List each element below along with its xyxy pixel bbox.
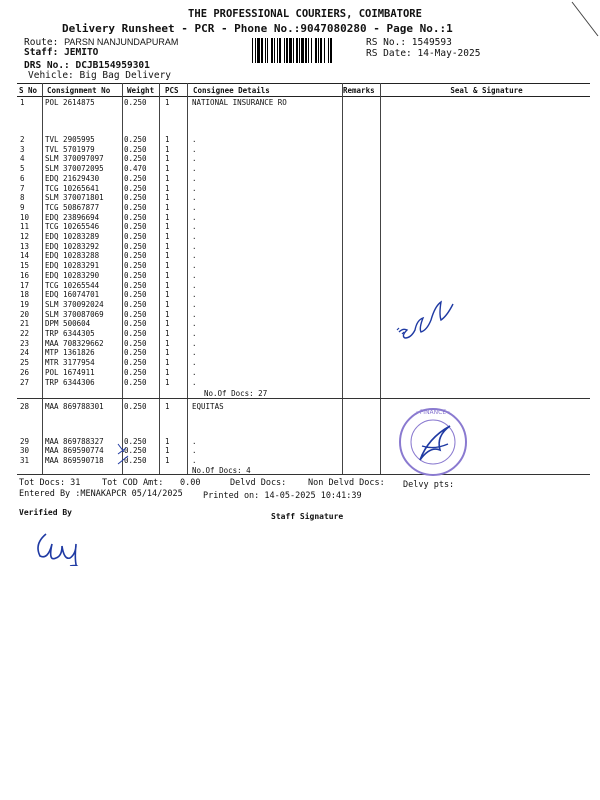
cell-consignment: EDQ 16074701 — [45, 290, 100, 300]
cell-sno: 23 — [20, 338, 30, 348]
table-row — [0, 261, 600, 271]
barcode-bar — [318, 38, 319, 63]
table-row — [0, 329, 600, 339]
cell-consignment: EDQ 10283291 — [45, 261, 100, 271]
table-row — [0, 174, 600, 184]
cell-sno: 10 — [20, 212, 30, 222]
cell-consignee-dot: . — [192, 164, 197, 174]
barcode-bar — [289, 38, 292, 63]
col-pcs: PCS — [163, 84, 191, 97]
cell-sno: 24 — [20, 348, 30, 358]
cell-consignment: SLM 370092024 — [45, 299, 104, 309]
cell-pcs: 1 — [165, 280, 170, 290]
staff-value: JEMITO — [64, 47, 99, 58]
cell-consignment: EDQ 23896694 — [45, 212, 100, 222]
cell-consignee-dot: . — [192, 241, 197, 251]
cell-consignment: POL 1674911 — [45, 367, 95, 377]
barcode-bar — [320, 38, 322, 63]
cell-weight: 0.250 — [124, 367, 147, 377]
company-name: THE PROFESSIONAL COURIERS, COIMBATORE — [188, 8, 422, 20]
barcode-bar — [299, 38, 300, 63]
cell-sno: 5 — [20, 164, 25, 174]
cell-consignment: MTR 3177954 — [45, 358, 95, 368]
cell-consignment: TVL 2905995 — [45, 135, 95, 144]
barcode-bar — [265, 38, 266, 63]
cell-consignee-dot: . — [192, 270, 197, 280]
rs-no-label: RS No.: — [366, 37, 407, 48]
cell-pcs: 1 — [165, 338, 170, 348]
cell-consignment: MAA 869590718 — [45, 455, 104, 465]
cell-consignment: MAA 869788327 — [45, 437, 104, 446]
staff-label: Staff: — [24, 47, 59, 58]
cell-pcs: 1 — [165, 98, 170, 107]
cell-weight: 0.250 — [124, 183, 147, 193]
barcode-bar — [252, 38, 253, 63]
pen-mark — [570, 0, 600, 40]
cell-weight: 0.250 — [124, 290, 147, 300]
rs-date-label: RS Date: — [366, 48, 412, 59]
cell-consignment: TVL 5701979 — [45, 144, 95, 154]
barcode-bar — [255, 38, 256, 63]
cell-consignment: SLM 370097097 — [45, 154, 104, 164]
barcode-bar — [330, 38, 332, 63]
cell-weight: 0.250 — [124, 455, 147, 465]
cell-consignee-dot: . — [192, 144, 197, 154]
verified-by-label: Verified By — [19, 508, 72, 517]
table-row — [0, 98, 600, 108]
barcode-bar — [296, 38, 298, 63]
drs-value: DCJB154959301 — [75, 60, 150, 71]
runsheet-table — [17, 83, 590, 97]
table-row — [0, 456, 600, 466]
barcode-bar — [301, 38, 304, 63]
delivered-docs: Delvd Docs: — [230, 478, 287, 488]
cell-consignee-dot: . — [192, 290, 197, 300]
cell-sno: 14 — [20, 251, 30, 261]
cell-weight: 0.250 — [124, 319, 147, 329]
cell-sno: 27 — [20, 377, 30, 387]
col-weight: Weight — [125, 84, 163, 97]
cell-sno: 21 — [20, 319, 30, 329]
cell-pcs: 1 — [165, 348, 170, 358]
cell-sno: 13 — [20, 241, 30, 251]
group-divider — [17, 398, 590, 399]
col-consignment: Consignment No — [45, 84, 125, 97]
cell-consignee-dot: . — [192, 135, 197, 144]
cell-weight: 0.250 — [124, 446, 147, 456]
cell-weight: 0.250 — [124, 348, 147, 358]
cell-sno: 8 — [20, 193, 25, 203]
table-row — [0, 193, 600, 203]
table-row — [0, 251, 600, 261]
cell-pcs: 1 — [165, 402, 170, 411]
cell-sno: 31 — [20, 455, 30, 465]
cell-weight: 0.470 — [124, 164, 147, 174]
table-row — [0, 222, 600, 232]
rs-no-line — [366, 37, 452, 48]
cell-weight: 0.250 — [124, 280, 147, 290]
staff-line — [24, 47, 98, 58]
cell-pcs: 1 — [165, 222, 170, 232]
cell-consignee-dot: . — [192, 338, 197, 348]
cell-consignee-dot: . — [192, 319, 197, 329]
cell-consignment: EDQ 21629430 — [45, 173, 100, 183]
barcode-bar — [315, 38, 317, 63]
cell-consignment: SLM 370087069 — [45, 309, 104, 319]
cell-consignee-dot: . — [192, 280, 197, 290]
barcode-bar — [267, 38, 268, 63]
cell-pcs: 1 — [165, 377, 170, 387]
col-sno: S No — [17, 84, 45, 97]
table-row — [0, 290, 600, 300]
cell-pcs: 1 — [165, 183, 170, 193]
cell-consignment: EDQ 10283292 — [45, 241, 100, 251]
cell-pcs: 1 — [165, 144, 170, 154]
table-row — [0, 310, 600, 320]
cell-pcs: 1 — [165, 251, 170, 261]
cell-consignee-dot: . — [192, 455, 197, 465]
vehicle-label: Vehicle: — [28, 70, 74, 81]
cell-sno: 26 — [20, 367, 30, 377]
group2-doc-count: No.Of Docs: 4 — [192, 466, 251, 475]
cell-weight: 0.250 — [124, 338, 147, 348]
cell-weight: 0.250 — [124, 241, 147, 251]
table-row — [0, 300, 600, 310]
cell-consignee-dot: . — [192, 183, 197, 193]
barcode-bar — [305, 38, 307, 63]
group1-doc-count: No.Of Docs: 27 — [204, 389, 268, 398]
cell-sno: 30 — [20, 446, 30, 456]
cell-pcs: 1 — [165, 193, 170, 203]
cell-pcs: 1 — [165, 290, 170, 300]
total-cod-label: Tot COD Amt: — [102, 478, 164, 488]
cell-pcs: 1 — [165, 241, 170, 251]
cell-sno: 16 — [20, 270, 30, 280]
svg-text:· FINANCE ·: · FINANCE · — [416, 409, 450, 416]
table-row — [0, 378, 600, 388]
cell-consignee-dot: . — [192, 261, 197, 271]
cell-pcs: 1 — [165, 270, 170, 280]
cell-consignment: TCG 10265546 — [45, 222, 100, 232]
cell-pcs: 1 — [165, 299, 170, 309]
cell-sno: 12 — [20, 232, 30, 241]
cell-pcs: 1 — [165, 173, 170, 183]
barcode-image — [252, 38, 358, 63]
non-delivered-docs: Non Delvd Docs: — [308, 478, 385, 488]
cell-consignee-dot: . — [192, 193, 197, 203]
cell-weight: 0.250 — [124, 173, 147, 183]
cell-pcs: 1 — [165, 164, 170, 174]
cell-sno: 1 — [20, 98, 25, 107]
cell-pcs: 1 — [165, 212, 170, 222]
cell-weight: 0.250 — [124, 251, 147, 261]
cell-pcs: 1 — [165, 367, 170, 377]
cell-weight: 0.250 — [124, 299, 147, 309]
cell-consignee-dot: . — [192, 222, 197, 232]
table-bottom-line — [17, 474, 590, 475]
barcode-bar — [277, 38, 278, 63]
cell-consignment: MAA 869788301 — [45, 402, 104, 411]
rs-date-value: 14-May-2025 — [417, 48, 481, 59]
cell-sno: 22 — [20, 329, 30, 338]
cell-weight: 0.250 — [124, 202, 147, 212]
vehicle-line — [28, 70, 171, 81]
cell-pcs: 1 — [165, 135, 170, 144]
barcode-bar — [328, 38, 329, 63]
staff-signature-label: Staff Signature — [271, 512, 344, 521]
barcode-bar — [293, 38, 294, 63]
cell-weight: 0.250 — [124, 193, 147, 203]
cell-sno: 18 — [20, 290, 30, 300]
cell-consignee-dot: . — [192, 348, 197, 358]
cell-consignment: TCG 10265544 — [45, 280, 100, 290]
table-row — [0, 203, 600, 213]
col-consignee: Consignee Details — [191, 84, 341, 97]
cell-consignee-dot: . — [192, 299, 197, 309]
printed-on: Printed on: 14-05-2025 10:41:39 — [203, 491, 362, 501]
cell-pcs: 1 — [165, 309, 170, 319]
cell-pcs: 1 — [165, 455, 170, 465]
cell-consignee: NATIONAL INSURANCE RO — [192, 98, 287, 107]
cell-consignment: MAA 708329662 — [45, 338, 104, 348]
cell-consignment: EDQ 10283288 — [45, 251, 100, 261]
cell-consignee-dot: . — [192, 309, 197, 319]
total-cod-value: 0.00 — [180, 478, 201, 488]
table-row — [0, 164, 600, 174]
cell-consignee-dot: . — [192, 232, 197, 241]
table-row — [0, 271, 600, 281]
cell-consignee-dot: . — [192, 437, 197, 446]
delivery-points: Delvy pts: — [403, 480, 455, 490]
cell-consignment: TCG 50867877 — [45, 202, 100, 212]
cell-pcs: 1 — [165, 154, 170, 164]
cell-weight: 0.250 — [124, 212, 147, 222]
cell-consignment: TRP 6344306 — [45, 377, 95, 387]
cell-pcs: 1 — [165, 319, 170, 329]
table-row — [0, 402, 600, 412]
cell-sno: 7 — [20, 183, 25, 193]
cell-weight: 0.250 — [124, 270, 147, 280]
vehicle-value: Big Bag Delivery — [79, 70, 172, 81]
barcode-bar — [324, 38, 325, 63]
cell-weight: 0.250 — [124, 222, 147, 232]
cell-consignment: SLM 370072095 — [45, 164, 104, 174]
cell-sno: 29 — [20, 437, 30, 446]
cell-sno: 9 — [20, 202, 25, 212]
cell-weight: 0.250 — [124, 329, 147, 338]
table-row — [0, 368, 600, 378]
cell-consignee-dot: . — [192, 367, 197, 377]
cell-consignee-dot: . — [192, 377, 197, 387]
barcode-bar — [271, 38, 273, 63]
table-row — [0, 339, 600, 349]
cell-consignment: POL 2614875 — [45, 98, 95, 107]
table-row — [0, 213, 600, 223]
barcode-bar — [286, 38, 288, 63]
cell-consignee-dot: . — [192, 358, 197, 368]
cell-consignment: EDQ 10283290 — [45, 270, 100, 280]
cell-sno: 17 — [20, 280, 30, 290]
route-label: Route: — [24, 37, 59, 48]
cell-sno: 20 — [20, 309, 30, 319]
cell-weight: 0.250 — [124, 437, 147, 446]
table-row — [0, 242, 600, 252]
cell-sno: 25 — [20, 358, 30, 368]
cell-consignment: EDQ 10283289 — [45, 232, 100, 241]
cell-weight: 0.250 — [124, 402, 147, 411]
barcode-bar — [279, 38, 281, 63]
cell-consignee-dot: . — [192, 212, 197, 222]
cell-consignment: DPM 500604 — [45, 319, 91, 329]
barcode-bar — [311, 38, 312, 63]
cell-weight: 0.250 — [124, 232, 147, 241]
cell-consignee-dot: . — [192, 251, 197, 261]
cell-pcs: 1 — [165, 261, 170, 271]
cell-weight: 0.250 — [124, 377, 147, 387]
cell-sno: 2 — [20, 135, 25, 144]
cell-pcs: 1 — [165, 329, 170, 338]
cell-weight: 0.250 — [124, 135, 147, 144]
table-row — [0, 184, 600, 194]
cell-pcs: 1 — [165, 437, 170, 446]
handwritten-signature-seal — [393, 292, 463, 344]
cell-sno: 3 — [20, 144, 25, 154]
cell-consignee-dot: . — [192, 202, 197, 212]
cell-consignee-dot: . — [192, 329, 197, 338]
table-row — [0, 154, 600, 164]
entered-by: Entered By :MENAKAPCR 05/14/2025 — [19, 489, 183, 499]
cell-consignee-dot: . — [192, 173, 197, 183]
company-stamp — [392, 402, 474, 482]
cell-pcs: 1 — [165, 202, 170, 212]
cell-consignee-dot: . — [192, 446, 197, 456]
cell-weight: 0.250 — [124, 261, 147, 271]
cell-sno: 11 — [20, 222, 30, 232]
cell-consignment: SLM 370071801 — [45, 193, 104, 203]
table-row — [0, 319, 600, 329]
cell-pcs: 1 — [165, 358, 170, 368]
cell-consignee-dot: . — [192, 154, 197, 164]
drs-label: DRS No.: — [24, 60, 70, 71]
cell-pcs: 1 — [165, 232, 170, 241]
cell-weight: 0.250 — [124, 358, 147, 368]
cell-weight: 0.250 — [124, 98, 147, 107]
col-seal-signature: Seal & Signature — [383, 84, 590, 97]
table-row — [0, 145, 600, 155]
total-docs: Tot Docs: 31 — [19, 478, 81, 488]
table-header-row — [17, 84, 590, 97]
cell-consignee: EQUITAS — [192, 402, 224, 411]
rs-no-value: 1549593 — [411, 37, 452, 48]
table-row — [0, 281, 600, 291]
cell-consignment: TCG 10265641 — [45, 183, 100, 193]
cell-pcs: 1 — [165, 446, 170, 456]
cell-weight: 0.250 — [124, 309, 147, 319]
barcode-bar — [284, 38, 285, 63]
cell-weight: 0.250 — [124, 144, 147, 154]
table-row — [0, 232, 600, 242]
col-remarks: Remarks — [341, 84, 383, 97]
barcode-bar — [257, 38, 260, 63]
table-row — [0, 358, 600, 368]
pen-tick-marks — [116, 442, 132, 466]
barcode-bar — [308, 38, 309, 63]
barcode-bar — [274, 38, 275, 63]
cell-weight: 0.250 — [124, 154, 147, 164]
cell-sno: 19 — [20, 299, 30, 309]
cell-sno: 28 — [20, 402, 30, 411]
cell-sno: 15 — [20, 261, 30, 271]
cell-consignment: MTP 1361826 — [45, 348, 95, 358]
cell-sno: 6 — [20, 173, 25, 183]
cell-sno: 4 — [20, 154, 25, 164]
route-value: PARSN NANJUNDAPURAM — [64, 37, 179, 47]
table-row — [0, 135, 600, 145]
rs-date-line — [366, 48, 480, 59]
table-row — [0, 348, 600, 358]
verified-signature — [32, 524, 92, 566]
barcode-bar — [261, 38, 263, 63]
cell-consignment: TRP 6344305 — [45, 329, 95, 338]
runsheet-title: Delivery Runsheet - PCR - Phone No.:9047080280 - Page No.:1 — [62, 22, 453, 35]
cell-consignment: MAA 869590774 — [45, 446, 104, 456]
